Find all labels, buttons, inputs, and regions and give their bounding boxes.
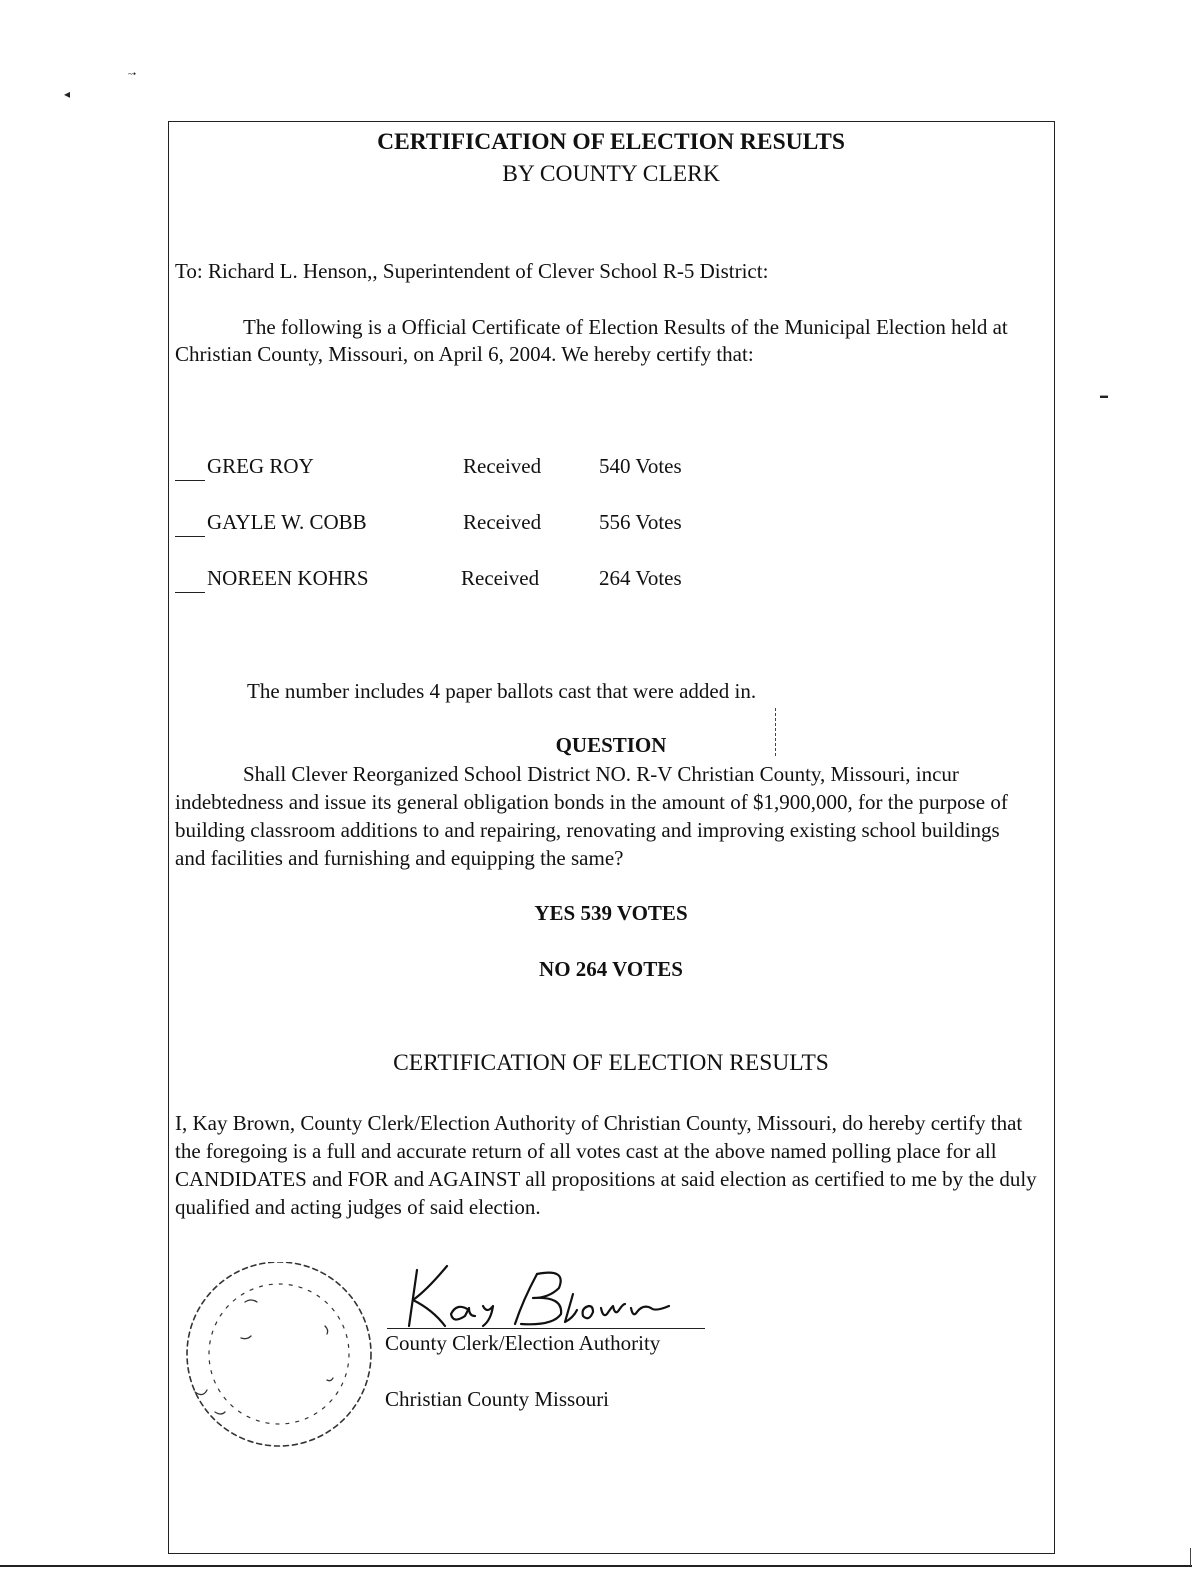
ballot-note: The number includes 4 paper ballots cast that were added in. xyxy=(247,679,757,703)
check-blank xyxy=(175,480,205,481)
signature-line xyxy=(387,1328,705,1329)
no-result: NO 264 VOTES xyxy=(539,957,683,981)
attestation-paragraph: I, Kay Brown, County Clerk/Election Authority of Christian County, Missouri, do hereby certify that the foregoing is a full and accurate return of all votes cast at the above named polling place for all CANDIDATES and FOR and AGAINST all propositions at said election as certified to me by the duly qualified and acting judges of said election. xyxy=(175,1111,1037,1219)
candidate-name: NOREEN KOHRS xyxy=(207,566,369,590)
certification-heading: CERTIFICATION OF ELECTION RESULTS xyxy=(393,1050,829,1076)
scan-edge-line xyxy=(1190,1548,1191,1566)
candidate-name: GREG ROY xyxy=(207,454,314,478)
county-seal-icon xyxy=(175,1262,385,1462)
scan-speck: ~• xyxy=(128,69,137,79)
received-label: Received xyxy=(461,566,540,590)
intro-paragraph: The following is a Official Certificate of Election Results of the Municipal Election held at Christian County, Missouri, on April 6, 2004. We hereby certify that: xyxy=(175,315,1008,366)
check-blank xyxy=(175,592,205,593)
yes-result: YES 539 VOTES xyxy=(534,901,688,925)
candidate-name: GAYLE W. COBB xyxy=(207,510,367,534)
vote-count: 264 Votes xyxy=(599,566,682,590)
scan-speck: ◂ xyxy=(64,87,71,101)
signature-title: County Clerk/Election Authority xyxy=(385,1331,661,1355)
signature-mark xyxy=(387,1260,687,1332)
signature-county: Christian County Missouri xyxy=(385,1387,610,1411)
vote-count: 540 Votes xyxy=(599,454,682,478)
question-text: Shall Clever Reorganized School District NO. R-V Christian County, Missouri, incur indebtedness and issue its general obligation bonds in the amount of $1,900,000, for the purpose of building classroom additions to and repairing, renovating and improving existing school buildings and facilities and furnishing and equipping the same? xyxy=(175,762,1008,870)
received-label: Received xyxy=(463,510,542,534)
scan-edge-line xyxy=(0,1565,1192,1567)
check-blank xyxy=(175,536,205,537)
addressee-line: To: Richard L. Henson,, Superintendent of Clever School R-5 District: xyxy=(175,259,769,283)
document-subtitle: BY COUNTY CLERK xyxy=(502,161,720,187)
question-heading: QUESTION xyxy=(555,733,667,757)
document-title: CERTIFICATION OF ELECTION RESULTS xyxy=(377,129,845,155)
vote-count: 556 Votes xyxy=(599,510,682,534)
received-label: Received xyxy=(463,454,542,478)
certificate-frame xyxy=(168,121,1055,1554)
scan-speck: ▬ xyxy=(1100,391,1108,400)
